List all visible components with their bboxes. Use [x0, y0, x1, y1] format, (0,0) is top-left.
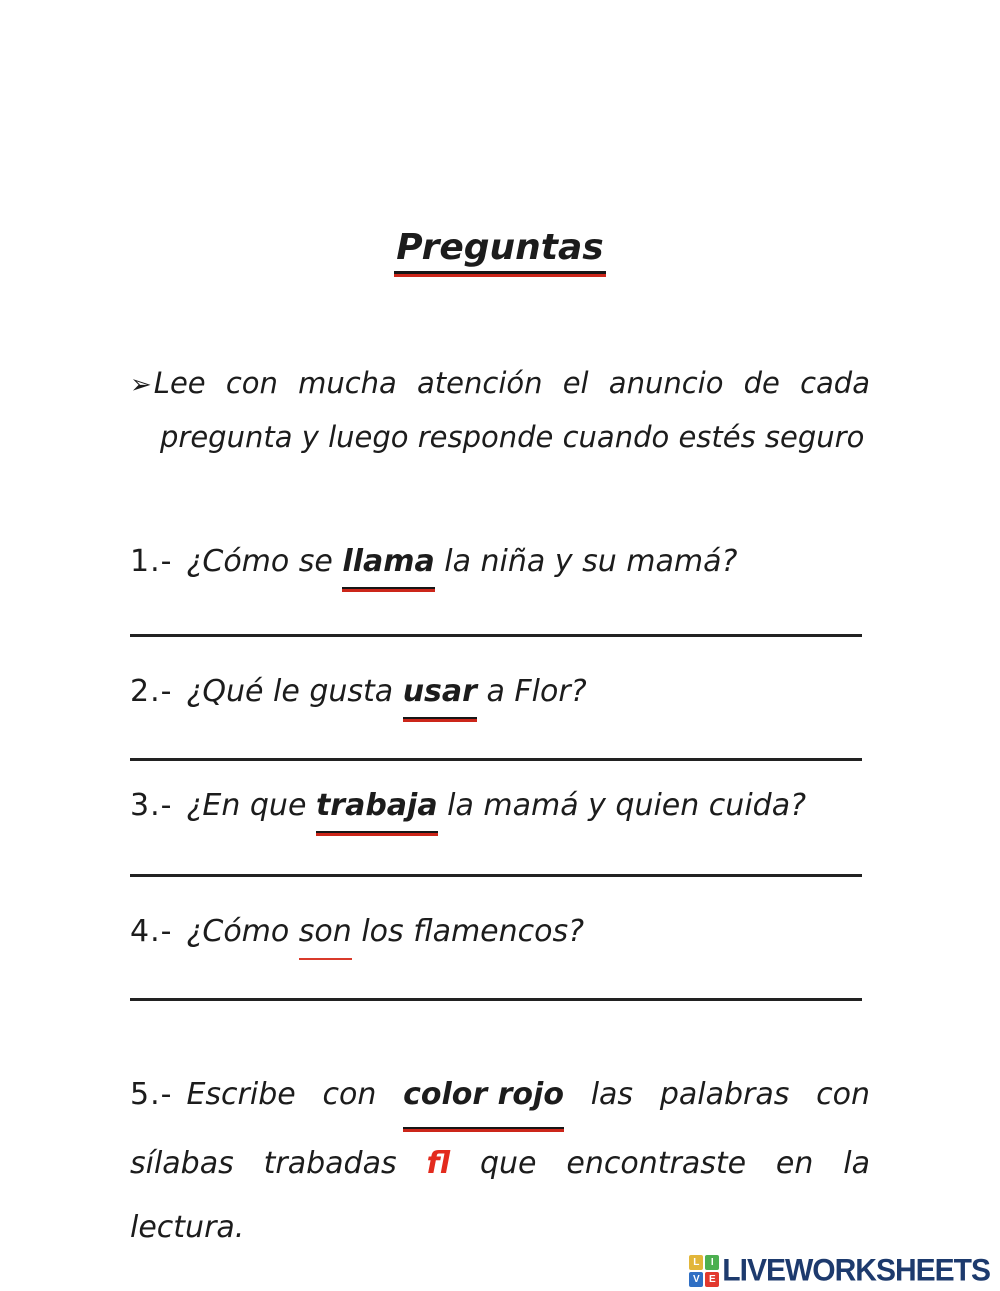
liveworksheets-logo — [689, 1254, 990, 1288]
logo-tile-v: V — [689, 1272, 703, 1287]
question-2-post: a Flor? — [476, 674, 587, 709]
question-2-pre: ¿Qué le gusta — [186, 674, 403, 709]
logo-tile-e: E — [705, 1272, 719, 1287]
question-1 — [130, 537, 870, 592]
question-4-pre: ¿Cómo — [186, 914, 299, 949]
question-2-number: 2.- — [130, 674, 173, 709]
logo-tile-l: L — [689, 1255, 703, 1270]
question-3-pre: ¿En que — [186, 788, 316, 823]
question-2 — [130, 667, 870, 722]
question-5-pre: Escribe con — [186, 1077, 404, 1112]
question-3-post: la mamá y quien cuida? — [437, 788, 807, 823]
question-5-keyword-color-rojo — [403, 1063, 564, 1132]
question-3 — [130, 781, 870, 836]
question-1-keyword — [342, 537, 434, 592]
question-3-number: 3.- — [130, 788, 173, 823]
page-title-underline — [394, 226, 605, 277]
question-1-number: 1.- — [130, 544, 173, 579]
question-5-mid: las palabras con sílabas trabadas — [130, 1077, 870, 1181]
question-1-pre: ¿Cómo se — [186, 544, 343, 579]
question-2-keyword-text: usar — [403, 667, 477, 719]
answer-line-1[interactable] — [130, 634, 862, 637]
liveworksheets-logo-icon — [689, 1255, 719, 1287]
answer-line-4[interactable] — [130, 998, 862, 1001]
instruction-text: Lee con mucha atención el anuncio de cada pregunta y luego responde cuando estés seguro — [153, 366, 870, 454]
question-3-keyword-text: trabaja — [316, 781, 438, 833]
question-2-keyword — [403, 667, 477, 722]
liveworksheets-logo-text: LIVEWORKSHEETS — [722, 1253, 990, 1288]
question-4-post: los flamencos? — [351, 914, 585, 949]
question-3-keyword — [316, 781, 438, 836]
question-5-number: 5.- — [130, 1077, 173, 1112]
question-1-post: la niña y su mamá? — [434, 544, 738, 579]
question-4-keyword: son — [299, 907, 352, 960]
page-title: Preguntas — [394, 226, 605, 274]
question-5-keyword1-text: color rojo — [403, 1063, 564, 1129]
answer-line-2[interactable] — [130, 758, 862, 761]
logo-tile-i: I — [705, 1255, 719, 1270]
instruction-paragraph — [130, 357, 870, 463]
question-4-number: 4.- — [130, 914, 173, 949]
question-5 — [130, 1063, 870, 1260]
title-wrap — [130, 0, 870, 277]
question-5-post: que encontraste en la lectura. — [130, 1146, 871, 1245]
question-5-keyword-fl: fl — [426, 1146, 451, 1181]
question-4 — [130, 907, 870, 960]
answer-line-3[interactable] — [130, 874, 862, 877]
question-1-keyword-text: llama — [342, 537, 434, 589]
arrow-bullet-icon: ➢ — [130, 370, 152, 400]
